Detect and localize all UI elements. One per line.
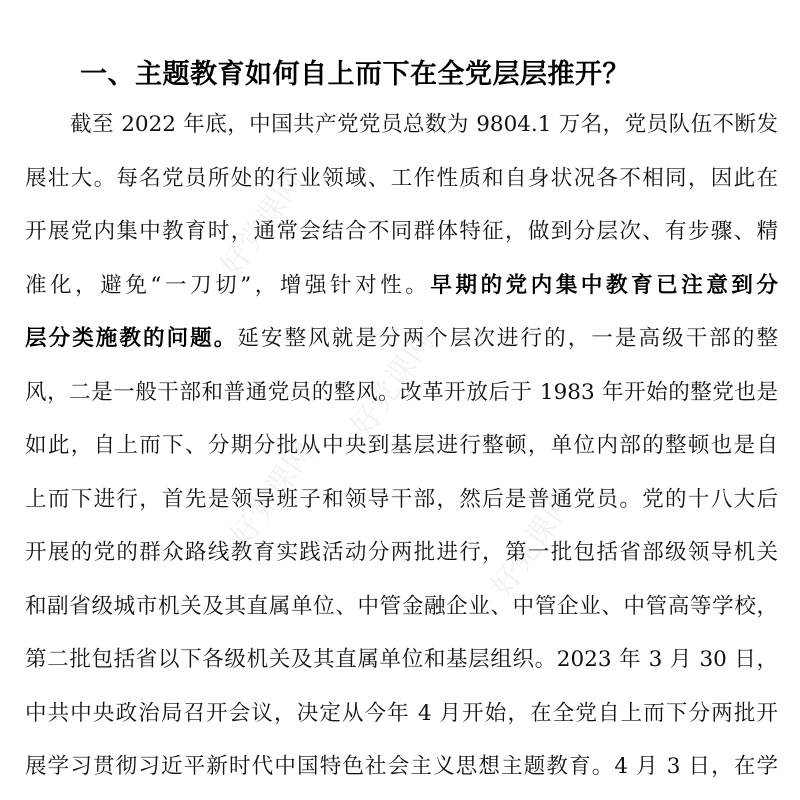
text-line: 展学习贯彻习近平新时代中国特色社会主义思想主题教育。4 月 3 日，在学 — [25, 754, 778, 779]
text-line — [25, 259, 778, 313]
text-line: 风，二是一般干部和普通党员的整风。改革开放后于 1983 年开始的整党也是 — [25, 379, 778, 405]
text-line: 和副省级城市机关及其直属单位、中管金融企业、中管企业、中管高等学校， — [25, 593, 778, 619]
bold-emphasis: 层分类施教的问题。 — [25, 326, 238, 351]
section-heading: 一、主题教育如何自上而下在全党层层推开？ — [80, 59, 630, 90]
text-line: 中共中央政治局召开会议，决定从今年 4 月开始，在全党自上而下分两批开 — [25, 700, 778, 726]
text-segment: 延安整风就是分两个层次进行的，一是高级干部的整 — [237, 326, 778, 351]
text-line: 截至 2022 年底，中国共产党党员总数为 9804.1 万名，党员队伍不断发 — [70, 112, 778, 137]
bold-emphasis: 早期的党内集中教育已注意到分 — [430, 272, 778, 298]
text-line — [25, 312, 778, 366]
watermark: 好党课网 — [214, 164, 312, 284]
text-line: 上而下进行，首先是领导班子和领导干部，然后是普通党员。党的十八大后 — [25, 486, 778, 512]
text-segment: 准化，避免“一刀切”，增强针对性。 — [25, 272, 431, 298]
text-line: 开展的党的群众路线教育实践活动分两批进行，第一批包括省部级领导机关 — [25, 540, 778, 565]
text-line: 如此，自上而下、分期分批从中央到基层进行整顿，单位内部的整顿也是自 — [25, 433, 778, 458]
text-line: 展壮大。每名党员所处的行业领域、工作性质和自身状况各不相同，因此在 — [25, 165, 778, 191]
watermark: 好党课网 — [224, 434, 322, 554]
body-paragraph — [25, 98, 778, 794]
watermark: 好党课网 — [484, 484, 582, 604]
text-line: 第二批包括省以下各级机关及其直属单位和基层组织。2023 年 3 月 30 日， — [25, 647, 778, 672]
watermark: 好党课网 — [344, 324, 442, 444]
text-line: 开展党内集中教育时，通常会结合不同群体特征，做到分层次、有步骤、精 — [25, 219, 778, 244]
